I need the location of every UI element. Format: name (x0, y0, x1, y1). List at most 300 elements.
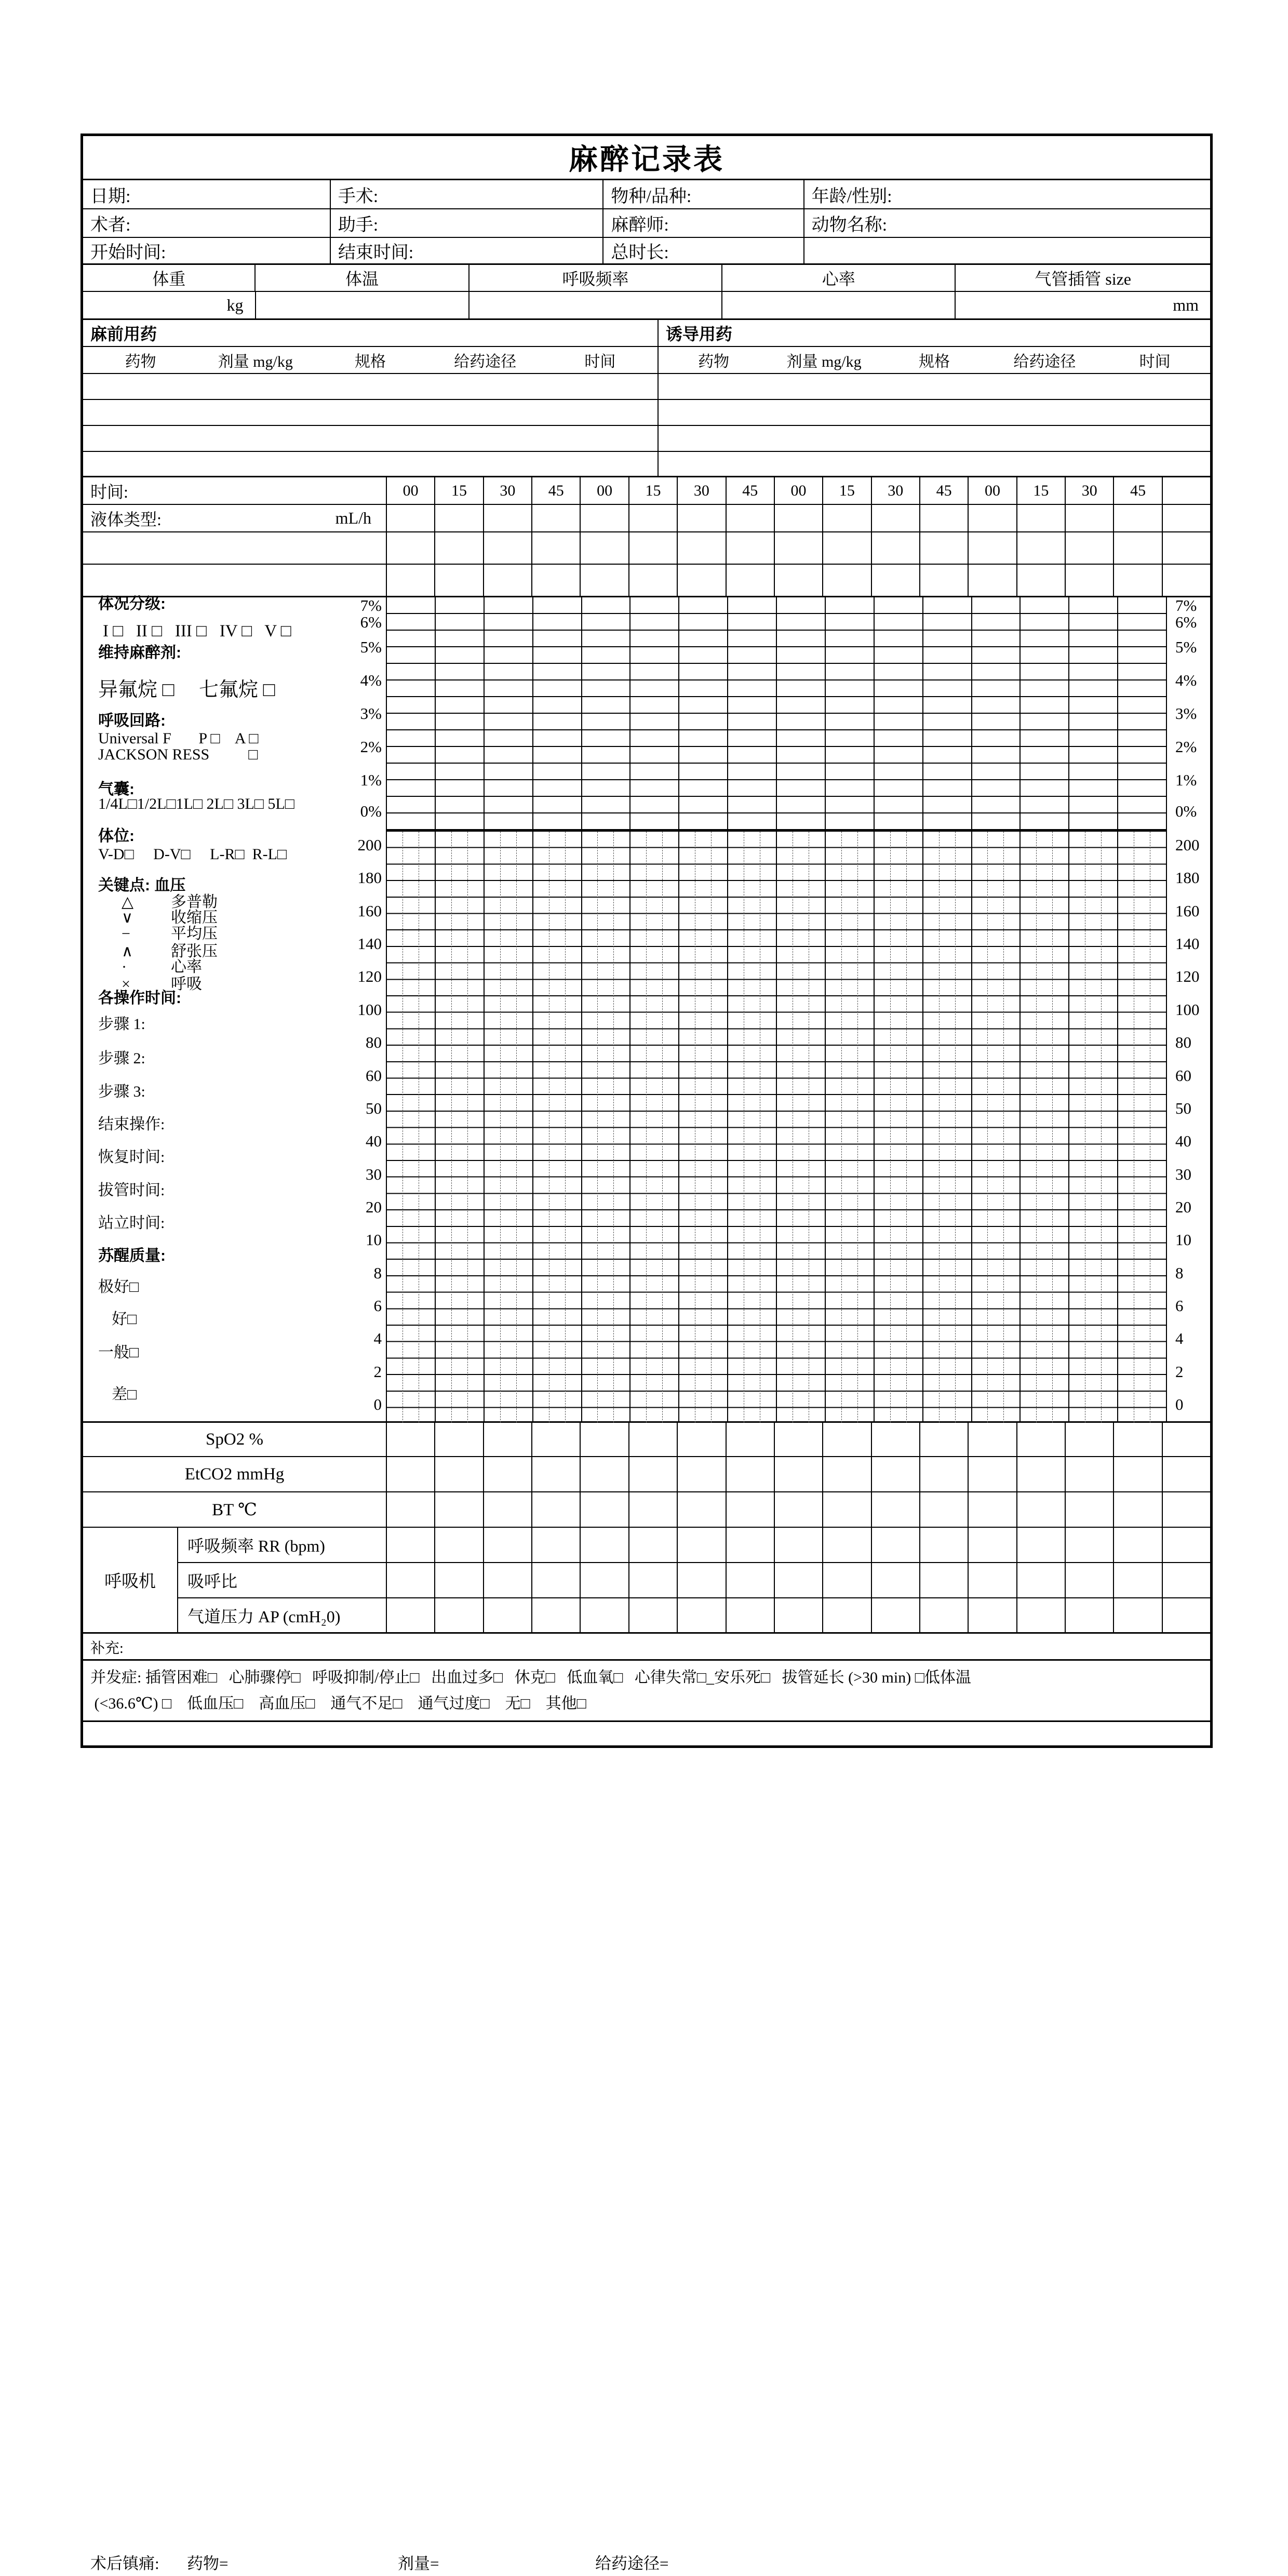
spo2-cells-cell[interactable] (872, 1423, 920, 1456)
ventilator-ap-cells-cell[interactable] (387, 1598, 435, 1632)
fluid-cells-cell[interactable] (678, 505, 726, 531)
fluid-cells-cell[interactable] (1066, 505, 1114, 531)
assistant-field[interactable]: 助手: (331, 209, 604, 237)
spo2-cells-cell[interactable] (1017, 1423, 1066, 1456)
complications-line-2[interactable]: (<36.6℃) □ 低血压□ 高血压□ 通气不足□ 通气过度□ 无□ 其他□ (90, 1694, 586, 1712)
bt-cells-cell[interactable] (823, 1492, 871, 1527)
spo2-cells-cell[interactable] (532, 1423, 581, 1456)
title-row (83, 136, 1210, 180)
fluid-entry-cells-cell[interactable] (387, 565, 435, 596)
plot-grid-subcolumn (549, 832, 566, 1423)
ventilator-rr-cells-cell[interactable] (823, 1528, 871, 1562)
ventilator-ie-cells-cell[interactable] (920, 1563, 969, 1597)
numeric-scale-label-right: 0 (1175, 1395, 1184, 1413)
numeric-scale-label-right: 20 (1175, 1198, 1191, 1216)
fluid-entry-cells-cell[interactable] (581, 532, 629, 564)
plot-grid-subcolumn (436, 832, 452, 1423)
percent-grid-column[interactable] (485, 597, 533, 830)
ventilator-rr-cells-cell[interactable] (387, 1528, 435, 1562)
postop-drug-field[interactable]: 药物= (187, 2554, 229, 2572)
ventilator-ap-cells-cell[interactable] (1017, 1598, 1066, 1632)
ventilator-ie-cells-cell[interactable] (775, 1563, 823, 1597)
etco2-cells-cell[interactable] (727, 1457, 775, 1491)
percent-grid-column[interactable] (1069, 597, 1118, 830)
time-tick-cell[interactable]: 30 (484, 477, 532, 504)
ventilator-ap-cells-cell[interactable] (1163, 1598, 1210, 1632)
date-field[interactable]: 日期: (83, 180, 331, 208)
ventilator-ap-cells-cell[interactable] (581, 1598, 629, 1632)
anesthetist-field[interactable]: 麻醉师: (603, 209, 804, 237)
etco2-cells-cell[interactable] (920, 1457, 969, 1491)
time-tick-cell[interactable]: 45 (727, 477, 775, 504)
plot-grid-subcolumn (712, 832, 727, 1423)
et-tube-size-header: 气管插管 size (1035, 270, 1132, 288)
premed-entry-cell[interactable] (83, 426, 659, 451)
ventilator-ap-cells-cell[interactable] (532, 1598, 581, 1632)
panel-item[interactable]: I □ II □ III □ IV □ V □ (103, 622, 291, 640)
percent-grid-column[interactable] (533, 597, 582, 830)
ventilator-rr-cells-cell[interactable] (920, 1528, 969, 1562)
fluid-entry-cells-cell[interactable] (920, 532, 969, 564)
plot-grid-column[interactable] (436, 832, 485, 1423)
plot-grid-column[interactable] (826, 832, 875, 1423)
time-tick-cell[interactable]: 30 (1066, 477, 1114, 504)
percent-grid-column[interactable] (387, 597, 436, 830)
drug-row (83, 374, 1210, 400)
fluid-entry-cells-cell[interactable] (823, 532, 871, 564)
percent-grid-column[interactable] (582, 597, 631, 830)
ventilator-rr-cells-cell[interactable] (775, 1528, 823, 1562)
ventilator-ie-cells-cell[interactable] (484, 1563, 532, 1597)
fluid-entry-cells-cell[interactable] (484, 565, 532, 596)
numeric-scale-label-left: 6 (373, 1297, 382, 1315)
etco2-cells-cell[interactable] (532, 1457, 581, 1491)
bt-cells-cell[interactable] (1017, 1492, 1066, 1527)
plot-grid-column[interactable] (533, 832, 582, 1423)
fluid-entry-cells-cell[interactable] (678, 565, 726, 596)
fluid-cells-cell[interactable] (1163, 505, 1210, 531)
premed-entry-cell[interactable] (83, 452, 659, 476)
plot-grid-subcolumn (1004, 832, 1019, 1423)
premed-col-dose: 剂量 mg/kg (218, 353, 293, 370)
ventilator-rr-cells-cell[interactable] (727, 1528, 775, 1562)
etco2-cells-cell[interactable] (678, 1457, 726, 1491)
fluid-entry-cells-cell[interactable] (1163, 565, 1210, 596)
vitals-value-row (83, 292, 1210, 320)
induction-entry-cell[interactable] (659, 374, 1210, 399)
bt-cells-cell[interactable] (727, 1492, 775, 1527)
time-tick-cell[interactable]: 45 (532, 477, 581, 504)
bt-cells-cell[interactable] (775, 1492, 823, 1527)
etco2-cells-cell[interactable] (1017, 1457, 1066, 1491)
supplement-row[interactable] (83, 1634, 1210, 1661)
fluid-cells-cell[interactable] (532, 505, 581, 531)
weight-header: 体重 (83, 265, 256, 291)
plot-grid-subcolumn (663, 832, 678, 1423)
fluid-entry-cells-cell[interactable] (969, 532, 1017, 564)
age-sex-field[interactable]: 年龄/性别: (811, 186, 892, 206)
numeric-scale-label-left: 120 (357, 967, 382, 985)
heart-rate-value-cell[interactable] (722, 292, 956, 318)
ventilator-ap-cells-cell[interactable] (435, 1598, 484, 1632)
ventilator-ap-row (83, 1598, 1210, 1634)
numeric-scale-label-left: 100 (357, 1000, 382, 1019)
time-tick-cell[interactable]: 00 (387, 477, 435, 504)
etco2-cells-cell[interactable] (969, 1457, 1017, 1491)
bt-cells-cell[interactable] (678, 1492, 726, 1527)
ventilator-ie-cells-cell[interactable] (1114, 1563, 1162, 1597)
info-empty-cell[interactable] (804, 238, 1210, 263)
time-tick-cell[interactable]: 45 (920, 477, 969, 504)
ventilator-rr-cells-cell[interactable] (872, 1528, 920, 1562)
panel-item[interactable]: 极好□ (98, 1278, 139, 1296)
fluid-entry-cells-cell[interactable] (629, 565, 678, 596)
fluid-entry-cells-cell[interactable] (775, 532, 823, 564)
percent-grid-column[interactable] (679, 597, 728, 830)
etco2-cells-cell[interactable] (1163, 1457, 1210, 1491)
spo2-cells-cell[interactable] (727, 1423, 775, 1456)
percent-scale-label-right: 3% (1175, 704, 1197, 723)
induction-col-route: 给药途径 (1013, 353, 1076, 370)
ventilator-ap-cells-cell[interactable] (484, 1598, 532, 1632)
bt-cells-cell[interactable] (1163, 1492, 1210, 1527)
plot-grid-column[interactable] (972, 832, 1021, 1423)
ventilator-ap-cells-cell[interactable] (678, 1598, 726, 1632)
ventilator-ap-cells-cell[interactable] (872, 1598, 920, 1632)
ventilator-ie-cells-cell[interactable] (1017, 1563, 1066, 1597)
fluid-entry-cells-cell[interactable] (1017, 532, 1066, 564)
plot-grid-column[interactable] (875, 832, 923, 1423)
plot-grid-subcolumn (988, 832, 1004, 1423)
time-tick-cell[interactable]: 30 (678, 477, 726, 504)
fluid-entry-cells-cell[interactable] (727, 532, 775, 564)
time-tick-cell[interactable]: 15 (435, 477, 484, 504)
plot-grid-column[interactable] (1069, 832, 1118, 1423)
fluid-entry-cells-cell[interactable] (484, 532, 532, 564)
ventilator-rr-cells-cell[interactable] (1017, 1528, 1066, 1562)
start-time-field[interactable]: 开始时间: (83, 238, 331, 263)
etco2-cells-cell[interactable] (484, 1457, 532, 1491)
spo2-cells-cell[interactable] (435, 1423, 484, 1456)
surgery-field[interactable]: 手术: (331, 180, 604, 208)
etco2-cells-cell[interactable] (629, 1457, 678, 1491)
ventilator-ie-cells-cell[interactable] (872, 1563, 920, 1597)
temperature-value-cell[interactable] (256, 292, 469, 318)
spo2-cells-cell[interactable] (629, 1423, 678, 1456)
fluid-cells-cell[interactable] (484, 505, 532, 531)
end-time-field[interactable]: 结束时间: (331, 238, 604, 263)
species-field[interactable]: 物种/品种: (603, 180, 804, 208)
ventilator-ie-cells-cell[interactable] (435, 1563, 484, 1597)
induction-col-spec: 规格 (918, 353, 950, 370)
ventilator-ap-cells-cell[interactable] (920, 1598, 969, 1632)
ventilator-rr-cells-cell[interactable] (581, 1528, 629, 1562)
panel-item[interactable]: 异氟烷 □ 七氟烷 □ (98, 679, 275, 701)
fluid-entry-cells-cell[interactable] (387, 532, 435, 564)
panel-item[interactable]: 好□ (112, 1311, 137, 1328)
plot-grid-subcolumn (809, 832, 825, 1423)
premed-entry-cell[interactable] (83, 400, 659, 425)
bt-cells (387, 1492, 1210, 1527)
ventilator-rr-label: 呼吸频率 RR (bpm) (178, 1528, 387, 1562)
bt-row (83, 1492, 1210, 1528)
time-tick-cell[interactable]: 00 (969, 477, 1017, 504)
fluid-entry-label-cell[interactable] (83, 565, 387, 596)
ventilator-rr-cells-cell[interactable] (1163, 1528, 1210, 1562)
percent-grid-column[interactable] (436, 597, 485, 830)
time-tick-cell[interactable]: 45 (1114, 477, 1162, 504)
plot-grid-column[interactable] (1118, 832, 1167, 1423)
legend-label: 心率 (171, 958, 202, 976)
percent-grid-column[interactable] (1118, 597, 1167, 830)
etco2-cells-cell[interactable] (872, 1457, 920, 1491)
spo2-cells-cell[interactable] (678, 1423, 726, 1456)
bt-cells-cell[interactable] (435, 1492, 484, 1527)
percent-scale-label-right: 0% (1175, 802, 1197, 820)
spo2-cells-cell[interactable] (823, 1423, 871, 1456)
fluid-entry-cells-cell[interactable] (1066, 532, 1114, 564)
section-label: 呼吸回路: (98, 712, 166, 729)
info-row-3 (83, 238, 1210, 265)
fluid-entry-cells-cell[interactable] (1066, 565, 1114, 596)
panel-item[interactable]: 差□ (112, 1386, 137, 1403)
legend-label: 舒张压 (171, 943, 218, 960)
percent-scale-label-right: 1% (1175, 771, 1197, 789)
induction-entry-cell[interactable] (659, 452, 1210, 476)
plot-grid-subcolumn (1085, 832, 1102, 1423)
bt-cells-cell[interactable] (387, 1492, 435, 1527)
fluid-cells-cell[interactable] (387, 505, 435, 531)
induction-entry-cell[interactable] (659, 426, 1210, 451)
spo2-cells (387, 1423, 1210, 1456)
ventilator-rr-cells-cell[interactable] (969, 1528, 1017, 1562)
fluid-cells-cell[interactable] (872, 505, 920, 531)
fluid-entry-cells-cell[interactable] (435, 532, 484, 564)
etco2-cells-cell[interactable] (823, 1457, 871, 1491)
spo2-cells-cell[interactable] (969, 1423, 1017, 1456)
fluid-entry-cells-cell[interactable] (532, 565, 581, 596)
bt-cells-cell[interactable] (969, 1492, 1017, 1527)
plot-grid-column[interactable] (387, 832, 436, 1423)
bt-cells-cell[interactable] (484, 1492, 532, 1527)
plot-grid-subcolumn (403, 832, 419, 1423)
spo2-cells-cell[interactable] (387, 1423, 435, 1456)
panel-item[interactable]: V-D□ D-V□ L-R□ R-L□ (98, 846, 287, 863)
fluid-entry-cells-cell[interactable] (629, 532, 678, 564)
time-tick-cell[interactable]: 00 (581, 477, 629, 504)
fluid-entry-cells-cell[interactable] (1163, 532, 1210, 564)
plot-grid-subcolumn (858, 832, 874, 1423)
legend-label: 收缩压 (171, 909, 218, 926)
ventilator-ap-cells-cell[interactable] (727, 1598, 775, 1632)
ventilator-rr-cells-cell[interactable] (484, 1528, 532, 1562)
plot-grid-column[interactable] (923, 832, 972, 1423)
numeric-scale-label-right: 200 (1175, 836, 1200, 854)
plot-grid-column[interactable] (679, 832, 728, 1423)
ventilator-ie-cells-cell[interactable] (727, 1563, 775, 1597)
time-tick-cell[interactable]: 15 (823, 477, 871, 504)
plot-grid-subcolumn (1069, 832, 1085, 1423)
time-tick-cell[interactable]: 00 (775, 477, 823, 504)
ventilator-ap-cells-cell[interactable] (1114, 1598, 1162, 1632)
percent-grid-column[interactable] (923, 597, 972, 830)
time-tick-cell[interactable]: 15 (1017, 477, 1066, 504)
postop-dose-field[interactable]: 剂量= (398, 2554, 439, 2572)
time-tick-cell[interactable]: 30 (872, 477, 920, 504)
spo2-cells-cell[interactable] (920, 1423, 969, 1456)
fluid-entry-cells-cell[interactable] (581, 565, 629, 596)
spo2-cells-cell[interactable] (1114, 1423, 1162, 1456)
ventilator-ie-cells-cell[interactable] (629, 1563, 678, 1597)
etco2-cells-cell[interactable] (581, 1457, 629, 1491)
bt-cells-cell[interactable] (532, 1492, 581, 1527)
ventilator-ie-cells (387, 1563, 1210, 1597)
fluid-entry-cells-cell[interactable] (727, 565, 775, 596)
bt-cells-cell[interactable] (1114, 1492, 1162, 1527)
fluid-entry-cells-cell[interactable] (872, 532, 920, 564)
panel-item[interactable]: 一般□ (98, 1344, 139, 1361)
section-label: 维持麻醉剂: (98, 644, 181, 661)
surgeon-field[interactable]: 术者: (83, 209, 331, 237)
plot-grid-column[interactable] (485, 832, 533, 1423)
fluid-entry-cells-cell[interactable] (532, 532, 581, 564)
percent-grid-column[interactable] (728, 597, 777, 830)
fluid-entry-cells-cell[interactable] (872, 565, 920, 596)
ventilator-ie-cells-cell[interactable] (969, 1563, 1017, 1597)
ventilator-ie-cells-cell[interactable] (678, 1563, 726, 1597)
ventilator-ap-cells-cell[interactable] (629, 1598, 678, 1632)
etco2-cells-cell[interactable] (775, 1457, 823, 1491)
percent-grid-column[interactable] (1021, 597, 1069, 830)
etco2-cells-cell[interactable] (387, 1457, 435, 1491)
premed-col-time: 时间 (584, 353, 616, 370)
ventilator-ap-cells-cell[interactable] (775, 1598, 823, 1632)
numeric-scale-label-left: 10 (366, 1231, 382, 1249)
ventilator-rr-cells-cell[interactable] (629, 1528, 678, 1562)
spo2-cells-cell[interactable] (581, 1423, 629, 1456)
ventilator-rr-cells-cell[interactable] (678, 1528, 726, 1562)
percent-grid-column[interactable] (630, 597, 679, 830)
ventilator-ie-cells-cell[interactable] (1066, 1563, 1114, 1597)
plot-grid-column[interactable] (1021, 832, 1069, 1423)
percent-grid-column[interactable] (972, 597, 1021, 830)
fluid-entry-cells-cell[interactable] (435, 565, 484, 596)
section-label: 体位: (98, 827, 135, 845)
bt-cells-cell[interactable] (629, 1492, 678, 1527)
respiratory-rate-value-cell[interactable] (469, 292, 723, 318)
plot-grid-column[interactable] (582, 832, 631, 1423)
respiratory-rate-header: 呼吸频率 (469, 265, 723, 291)
vitals-plot-grid (387, 830, 1167, 1423)
fluid-entry-cells-cell[interactable] (920, 565, 969, 596)
plot-grid-subcolumn (1021, 832, 1037, 1423)
fluid-cells-cell[interactable] (1114, 505, 1162, 531)
panel-item[interactable]: Universal F P □ A □ (98, 730, 259, 747)
fluid-entry-label-cell[interactable] (83, 532, 387, 564)
spo2-cells-cell[interactable] (1066, 1423, 1114, 1456)
plot-grid-column[interactable] (630, 832, 679, 1423)
time-tick-cell[interactable] (1163, 477, 1210, 504)
plot-grid-column[interactable] (777, 832, 826, 1423)
etco2-cells-cell[interactable] (1066, 1457, 1114, 1491)
fluid-entry-cells-cell[interactable] (1017, 565, 1066, 596)
total-duration-field[interactable]: 总时长: (603, 238, 804, 263)
spo2-cells-cell[interactable] (1163, 1423, 1210, 1456)
vitals-header-row (83, 265, 1210, 292)
fluid-cells-cell[interactable] (629, 505, 678, 531)
percent-scale-label-left: 1% (360, 771, 382, 789)
fluid-cells-cell[interactable] (581, 505, 629, 531)
complications-line-1[interactable]: 并发症: 插管困难□ 心肺骤停□ 呼吸抑制/停止□ 出血过多□ 休克□ 低血氧□ 心律失常□_安乐死□ 拔管延长 (>30 min) □低体温 (90, 1669, 971, 1686)
ventilator-ie-cells-cell[interactable] (387, 1563, 435, 1597)
percent-grid-column[interactable] (777, 597, 826, 830)
etco2-cells-cell[interactable] (1114, 1457, 1162, 1491)
fluid-cells-cell[interactable] (1017, 505, 1066, 531)
fluid-entry-cells-cell[interactable] (1114, 532, 1162, 564)
ventilator-rr-cells-cell[interactable] (532, 1528, 581, 1562)
percent-grid-column[interactable] (826, 597, 875, 830)
percent-grid-column[interactable] (875, 597, 923, 830)
et-tube-size-value-cell[interactable]: mm (1173, 296, 1199, 314)
fluid-entry-cells-cell[interactable] (775, 565, 823, 596)
plot-grid-subcolumn (1118, 832, 1134, 1423)
spo2-cells-cell[interactable] (775, 1423, 823, 1456)
fluid-cells-cell[interactable] (727, 505, 775, 531)
temperature-header: 体温 (256, 265, 469, 291)
postop-route-field[interactable]: 给药途径= (595, 2554, 669, 2572)
plot-grid-column[interactable] (728, 832, 777, 1423)
ventilator-ie-cells-cell[interactable] (823, 1563, 871, 1597)
numeric-scale-label-right: 140 (1175, 935, 1200, 953)
bt-cells-cell[interactable] (581, 1492, 629, 1527)
ventilator-ap-cells-cell[interactable] (823, 1598, 871, 1632)
animal-name-field[interactable]: 动物名称: (811, 216, 888, 235)
panel-item[interactable]: 1/4L□1/2L□1L□ 2L□ 3L□ 5L□ (98, 795, 294, 812)
panel-item: 步骤 2: (98, 1050, 145, 1067)
ventilator-rr-cells-cell[interactable] (435, 1528, 484, 1562)
ventilator-rr-cells-cell[interactable] (1114, 1528, 1162, 1562)
premed-entry-cell[interactable] (83, 374, 659, 399)
bt-cells-cell[interactable] (920, 1492, 969, 1527)
fluid-entry-cells-cell[interactable] (1114, 565, 1162, 596)
weight-value-cell[interactable]: kg (83, 292, 256, 318)
ventilator-ie-cells-cell[interactable] (581, 1563, 629, 1597)
etco2-cells-cell[interactable] (435, 1457, 484, 1491)
ventilator-ap-cells-cell[interactable] (969, 1598, 1017, 1632)
panel-item[interactable]: JACKSON RESS □ (98, 746, 258, 763)
fluid-entry-cells-cell[interactable] (678, 532, 726, 564)
fluid-entry-cells-cell[interactable] (823, 565, 871, 596)
ventilator-ie-cells-cell[interactable] (1163, 1563, 1210, 1597)
bt-cells-cell[interactable] (1066, 1492, 1114, 1527)
fluid-cells-cell[interactable] (823, 505, 871, 531)
spo2-cells-cell[interactable] (484, 1423, 532, 1456)
time-tick-cell[interactable]: 15 (629, 477, 678, 504)
fluid-cells-cell[interactable] (920, 505, 969, 531)
postop-analgesia-row (83, 2547, 1210, 2576)
fluid-entry-cells-cell[interactable] (969, 565, 1017, 596)
ventilator-ap-cells-cell[interactable] (1066, 1598, 1114, 1632)
ventilator-rr-cells (387, 1528, 1210, 1562)
fluid-cells-cell[interactable] (969, 505, 1017, 531)
ventilator-rr-cells-cell[interactable] (1066, 1528, 1114, 1562)
bt-cells-cell[interactable] (872, 1492, 920, 1527)
fluid-cells-cell[interactable] (775, 505, 823, 531)
ventilator-ie-cells-cell[interactable] (532, 1563, 581, 1597)
induction-entry-cell[interactable] (659, 400, 1210, 425)
panel-item: 恢复时间: (98, 1149, 165, 1166)
fluid-cells-cell[interactable] (435, 505, 484, 531)
